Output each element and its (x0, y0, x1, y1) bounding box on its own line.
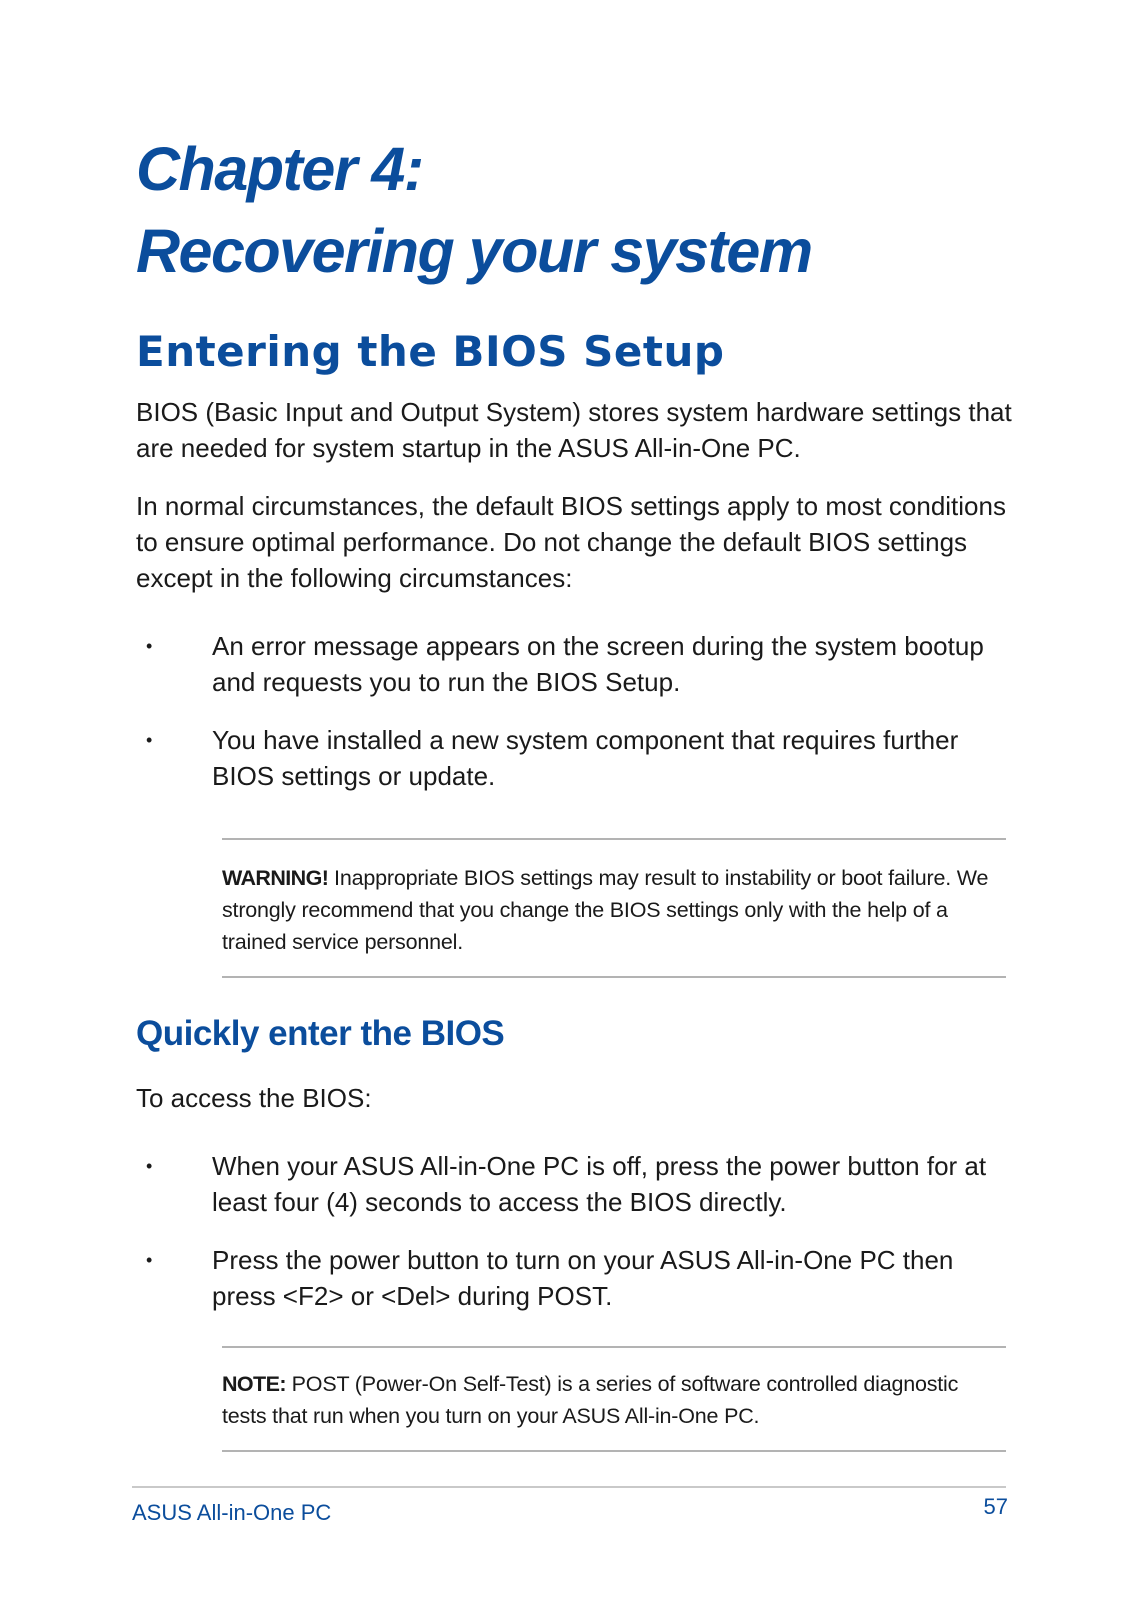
list-item (136, 628, 1016, 700)
list-item-text: An error message appears on the screen during the system bootup and requests you to run the BIOS Setup. (212, 631, 984, 697)
chapter-name: Recovering your system (136, 217, 812, 285)
list-item-text: When your ASUS All-in-One PC is off, press the power button for at least four (4) seconds to access the BIOS directly. (212, 1151, 987, 1217)
note-bottom-divider (222, 1450, 1006, 1452)
section-heading-entering-bios: Entering the BIOS Setup (136, 327, 725, 376)
chapter-number: Chapter 4: (136, 135, 423, 203)
note-top-divider (222, 1346, 1006, 1348)
list-item (136, 1148, 1016, 1220)
paragraph-default-settings: In normal circumstances, the default BIOS settings apply to most conditions to ensure optimal performance. Do not change the default BIOS settings except in the following circumstances: (136, 491, 1006, 593)
warning-box (222, 862, 1006, 958)
chapter-title (136, 128, 812, 292)
list-item (136, 1242, 1016, 1314)
list-item-text: You have installed a new system component that requires further BIOS settings or update. (212, 725, 959, 791)
warning-top-divider (222, 838, 1006, 840)
warning-label: WARNING! (222, 866, 329, 890)
warning-text: Inappropriate BIOS settings may result to instability or boot failure. We strongly recommend that you change the BIOS settings only with the help of a trained service personnel. (222, 866, 989, 954)
note-box (222, 1368, 1006, 1432)
list-item (136, 722, 1016, 794)
note-text: POST (Power-On Self-Test) is a series of software controlled diagnostic tests that run when you turn on your ASUS All-in-One PC. (222, 1372, 959, 1428)
note-label: NOTE: (222, 1372, 286, 1396)
paragraph-access-intro: To access the BIOS: (136, 1083, 372, 1113)
warning-bottom-divider (222, 976, 1006, 978)
subsection-heading-quick-bios: Quickly enter the BIOS (136, 1014, 505, 1053)
page-number: 57 (983, 1494, 1008, 1519)
paragraph-bios-definition: BIOS (Basic Input and Output System) stores system hardware settings that are needed for system startup in the ASUS All-in-One PC. (136, 397, 1012, 463)
list-item-text: Press the power button to turn on your ASUS All-in-One PC then press <F2> or <Del> during POST. (212, 1245, 954, 1311)
bullet-icon: • (146, 636, 153, 656)
footer-divider (132, 1486, 1006, 1488)
bullet-icon: • (146, 1250, 153, 1270)
footer-product-name: ASUS All-in-One PC (132, 1500, 332, 1525)
bullet-icon: • (146, 730, 153, 750)
bullet-icon: • (146, 1156, 153, 1176)
